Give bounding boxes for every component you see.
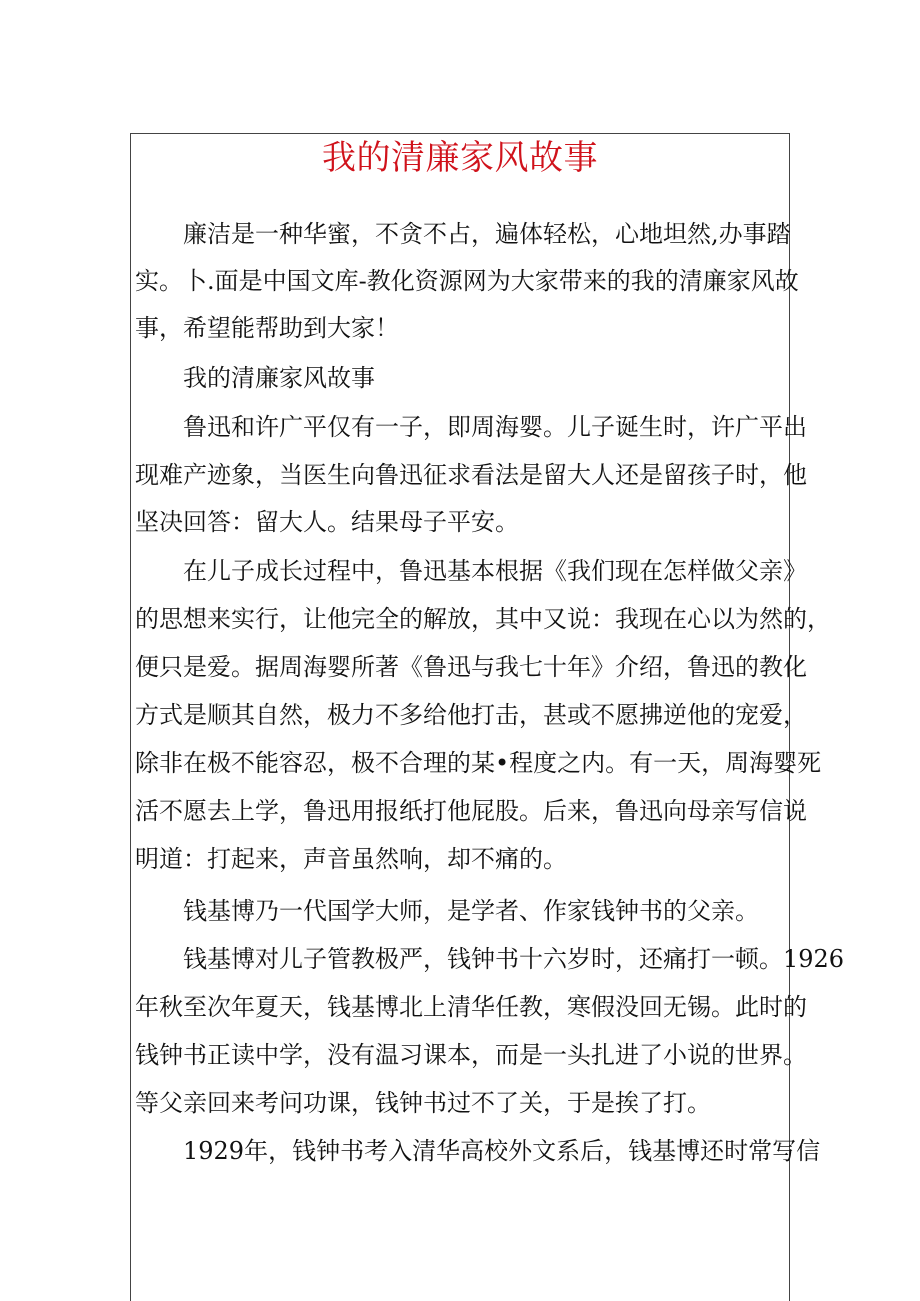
body-line-19: 等父亲回来考问功课，钱钟书过不了关，于是挨了打。 — [135, 1089, 711, 1117]
body-line-1: 廉洁是一种华蜜，不贪不占，遍体轻松，心地坦然,办事踏 — [135, 220, 791, 248]
body-line-2: 实。卜.面是中国文库-教化资源网为大家带来的我的清廉家风故 — [135, 267, 799, 295]
body-line-16: 钱基博对儿子管教极严，钱钟书十六岁时，还痛打一顿。1926 — [135, 945, 845, 973]
document-title: 我的清廉家风故事 — [322, 138, 598, 178]
body-line-7: 坚决回答：留大人。结果母子平安。 — [135, 508, 519, 536]
body-line-5: 鲁迅和许广平仅有一子，即周海婴。儿子诞生时，许广平出 — [135, 413, 807, 441]
body-line-20: 1929年，钱钟书考入清华高校外文系后，钱基博还时常写信 — [135, 1137, 821, 1165]
body-line-6: 现难产迹象，当医生向鲁迅征求看法是留大人还是留孩子时，他 — [135, 461, 807, 489]
body-line-9: 的思想来实行，让他完全的解放，其中又说：我现在心以为然的， — [135, 605, 831, 633]
body-line-14: 明道：打起来，声音虽然响，却不痛的。 — [135, 845, 567, 873]
section-heading: 我的清廉家风故事 — [135, 364, 375, 392]
body-line-15: 钱基博乃一代国学大师，是学者、作家钱钟书的父亲。 — [135, 897, 759, 925]
body-line-3: 事，希望能帮助到大家！ — [135, 314, 399, 342]
body-line-8: 在儿子成长过程中，鲁迅基本根据《我们现在怎样做父亲》 — [135, 557, 807, 585]
body-line-13: 活不愿去上学，鲁迅用报纸打他屁股。后来，鲁迅向母亲写信说 — [135, 797, 807, 825]
body-line-12: 除非在极不能容忍，极不合理的某•程度之内。有一天，周海婴死 — [135, 749, 822, 777]
body-line-11: 方式是顺其自然，极力不多给他打击，甚或不愿拂逆他的宠爱， — [135, 701, 807, 729]
body-line-10: 便只是爱。据周海婴所著《鲁迅与我七十年》介绍，鲁迅的教化 — [135, 653, 807, 681]
body-line-17: 年秋至次年夏天，钱基博北上清华任教，寒假没回无锡。此时的 — [135, 993, 807, 1021]
body-line-18: 钱钟书正读中学，没有温习课本，而是一头扎进了小说的世界。 — [135, 1041, 807, 1069]
